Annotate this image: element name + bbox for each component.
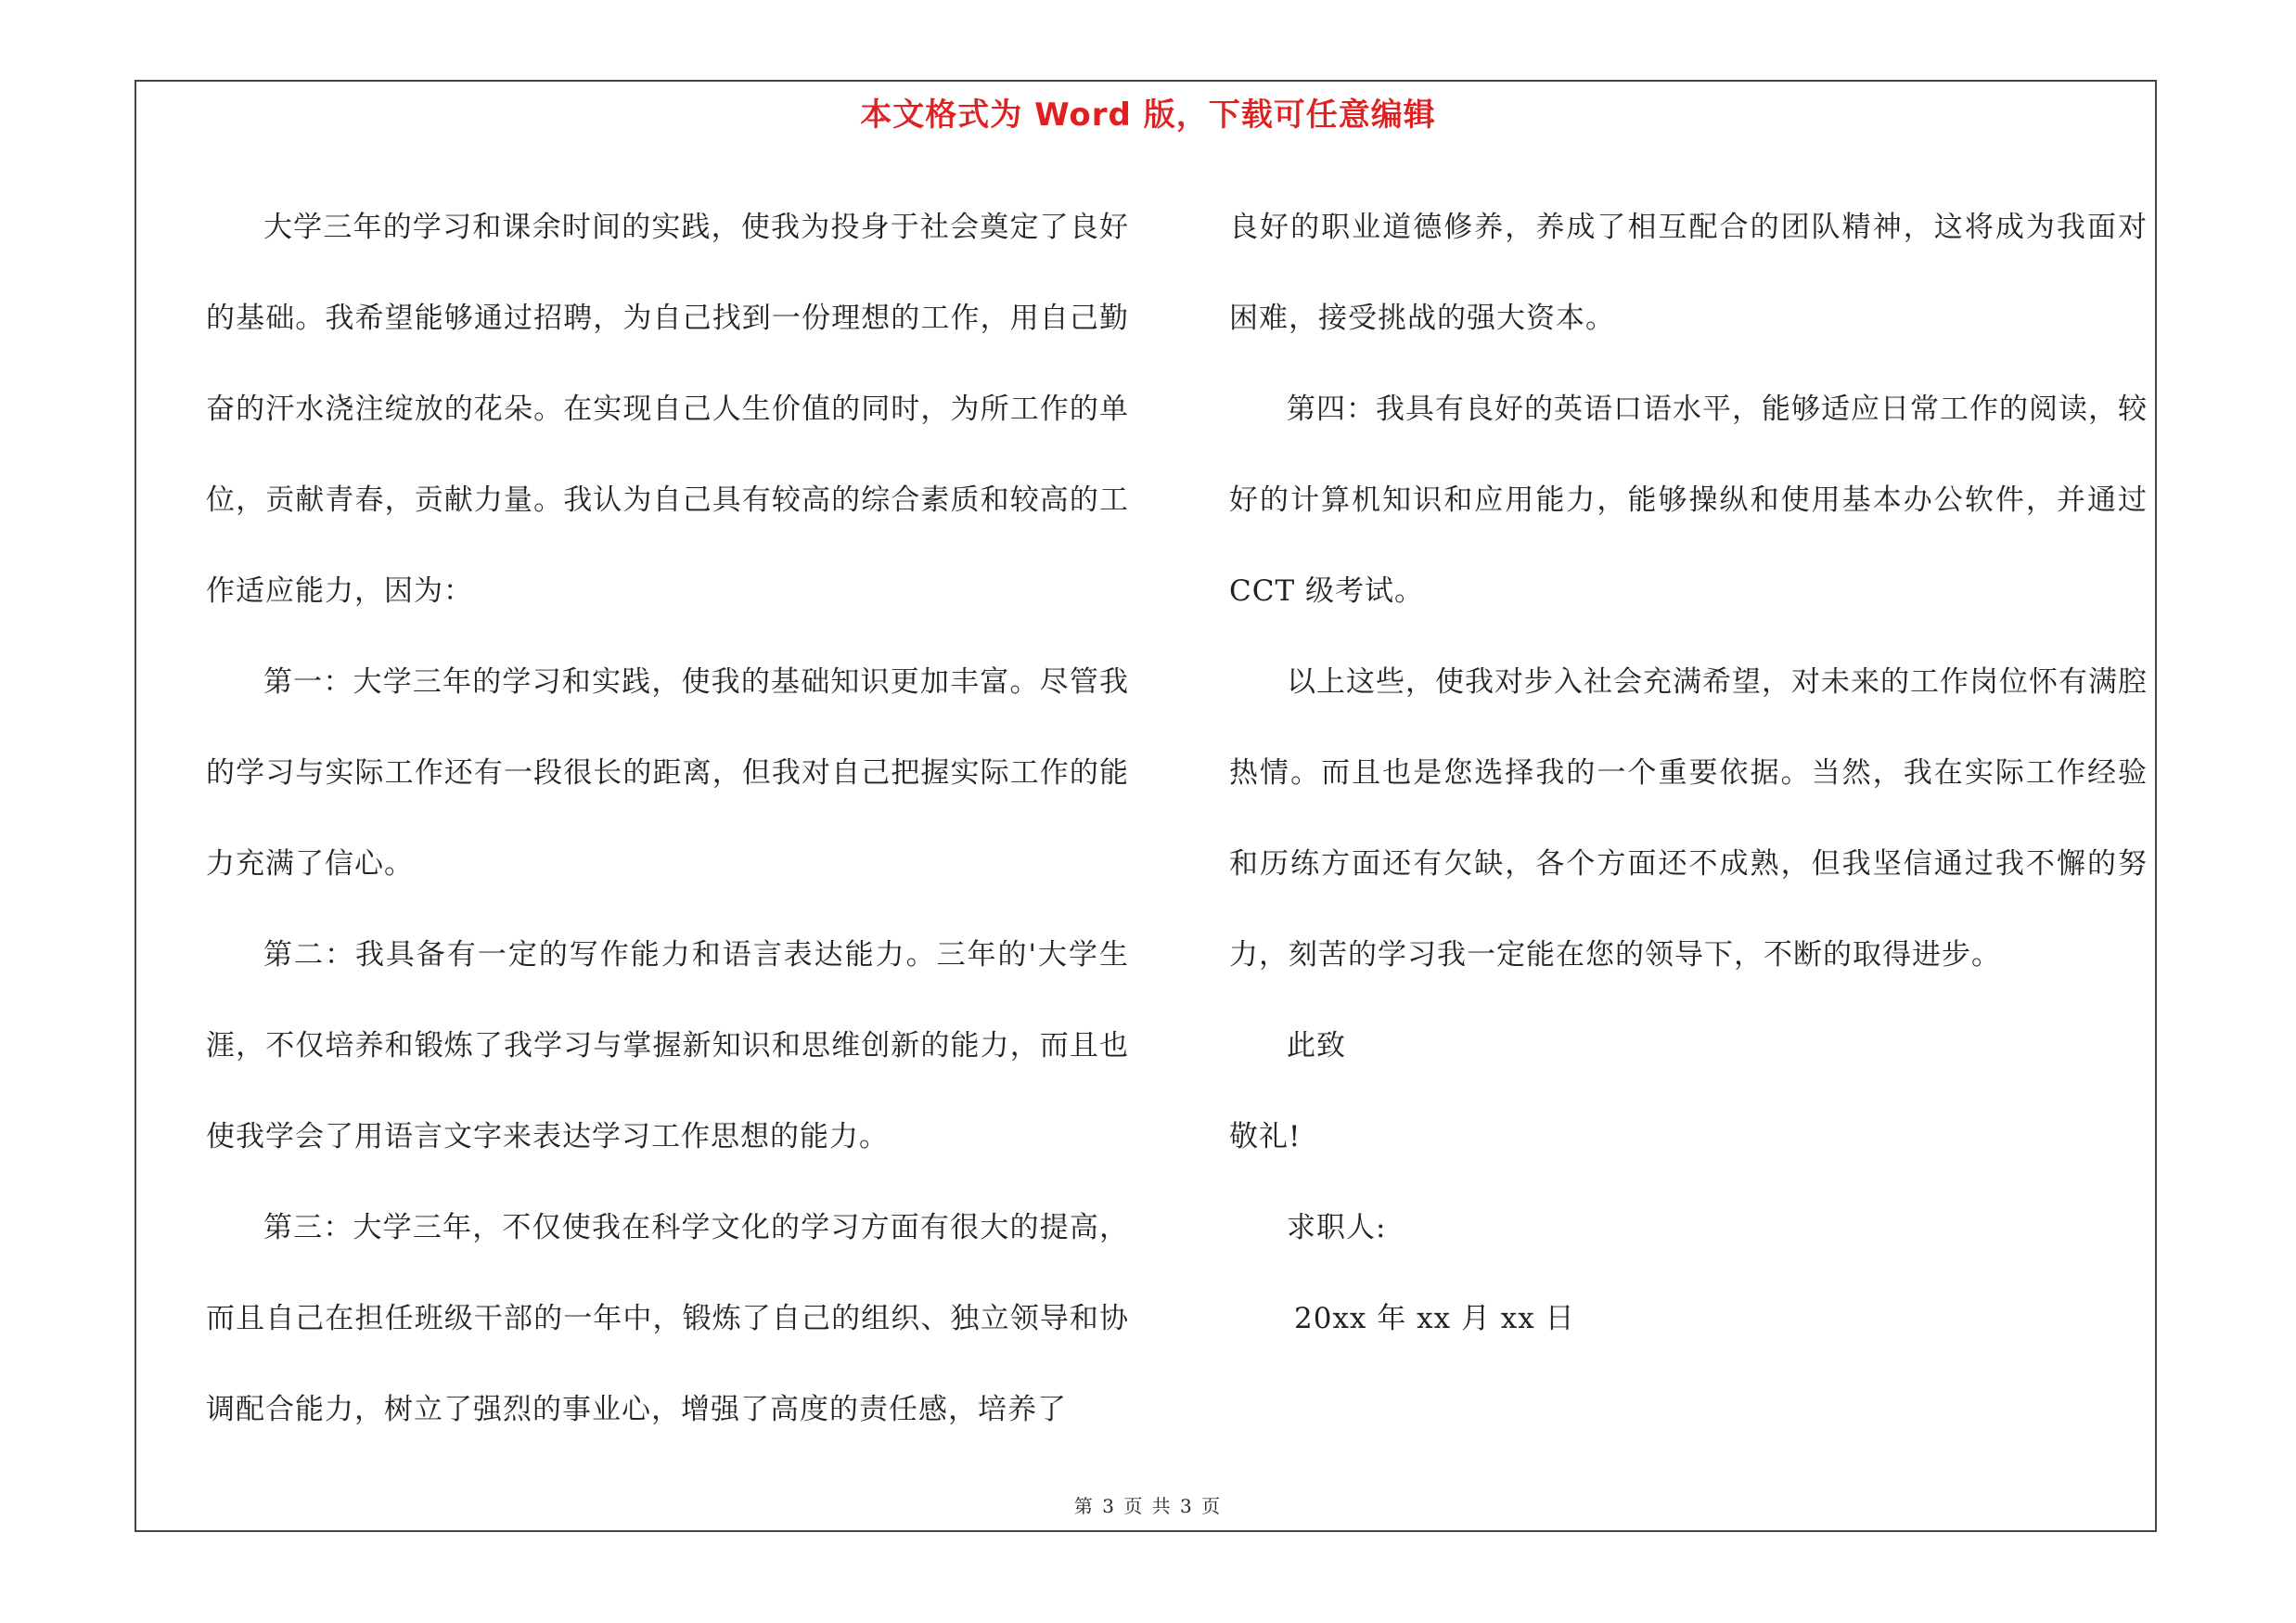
point-two-paragraph: 第二：我具备有一定的写作能力和语言表达能力。三年的'大学生涯，不仅培养和锻炼了我学习与掌握新知识和思维创新的能力，而且也使我学会了用语言文字来表达学习工作思想的能力。 [206, 938, 1129, 1153]
intro-paragraph: 大学三年的学习和课余时间的实践，使我为投身于社会奠定了良好的基础。我希望能够通过招聘，为自己找到一份理想的工作，用自己勤奋的汗水浇注绽放的花朵。在实现自己人生价值的同时，为所工作的单位，贡献青春，贡献力量。我认为自己具有较高的综合素质和较高的工作适应能力，因为： [206, 211, 1129, 608]
point-one-paragraph: 第一：大学三年的学习和实践，使我的基础知识更加丰富。尽管我的学习与实际工作还有一段很长的距离，但我对自己把握实际工作的能力充满了信心。 [206, 665, 1129, 881]
left-column [206, 182, 1129, 1455]
applicant-label: 求职人: [1287, 1211, 1387, 1244]
point-four-paragraph: 第四：我具有良好的英语口语水平，能够适应日常工作的阅读，较好的计算机知识和应用能力，能够操纵和使用基本办公软件，并通过 CCT 级考试。 [1229, 393, 2148, 608]
page-number-footer: 第 3 页 共 3 页 [1073, 1495, 1223, 1517]
letter-date: 20xx 年 xx 月 xx 日 [1294, 1302, 1575, 1335]
right-column [1229, 182, 2148, 1364]
salutation: 敬礼! [1229, 1120, 1302, 1153]
point-three-paragraph: 第三：大学三年，不仅使我在科学文化的学习方面有很大的提高，而且自己在担任班级干部的一年中，锻炼了自己的组织、独立领导和协调配合能力，树立了强烈的事业心，增强了高度的责任感，培养了 [206, 1211, 1129, 1426]
format-banner: 本文格式为 Word 版，下载可任意编辑 [860, 97, 1436, 134]
closing-phrase: 此致 [1287, 1029, 1346, 1063]
summary-paragraph: 以上这些，使我对步入社会充满希望，对未来的工作岗位怀有满腔热情。而且也是您选择我的一个重要依据。当然，我在实际工作经验和历练方面还有欠缺，各个方面还不成熟，但我坚信通过我不懈的努力，刻苦的学习我一定能在您的领导下，不断的取得进步。 [1229, 665, 2148, 972]
point-three-continuation: 良好的职业道德修养，养成了相互配合的团队精神，这将成为我面对困难，接受挑战的强大资本。 [1229, 211, 2148, 335]
